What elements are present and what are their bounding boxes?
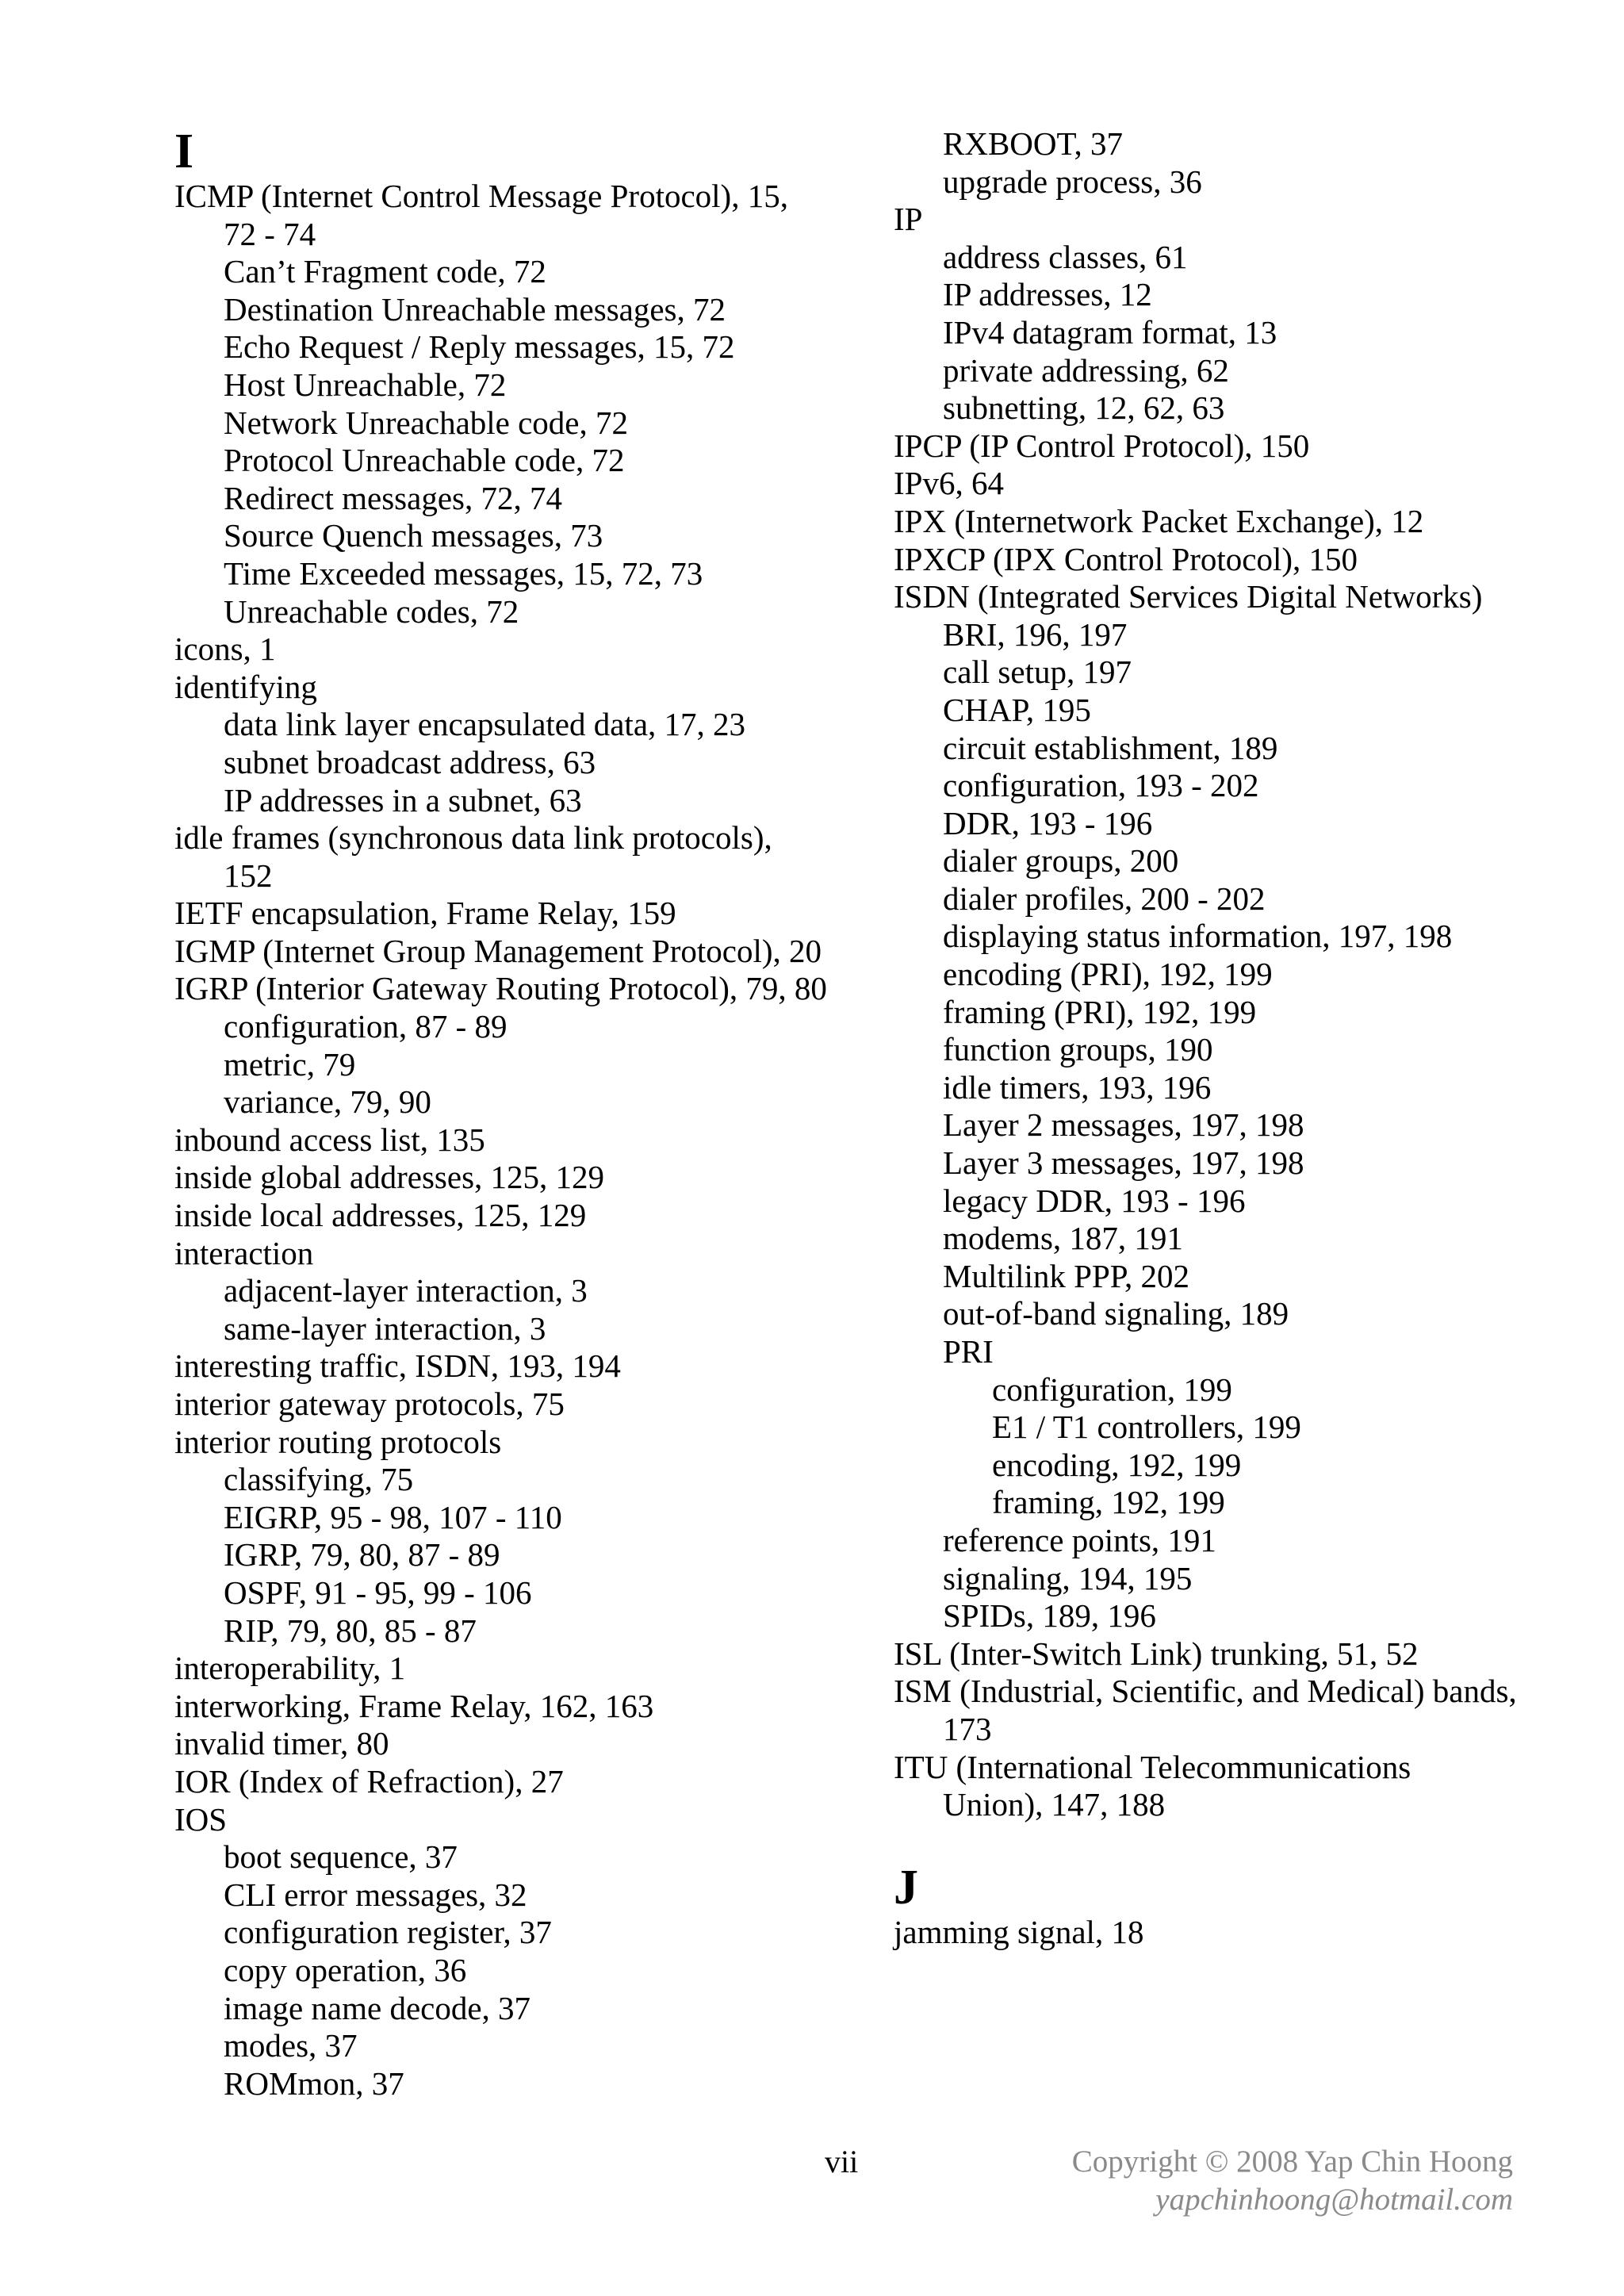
index-subentry: modems, 187, 191	[943, 1220, 1183, 1257]
index-subentry: Layer 3 messages, 197, 198	[943, 1144, 1304, 1182]
index-subentry: signaling, 194, 195	[943, 1559, 1193, 1596]
index-subentry: Layer 2 messages, 197, 198	[943, 1106, 1304, 1144]
index-subentry: encoding (PRI), 192, 199	[943, 956, 1273, 993]
footer-credits	[1072, 2143, 1513, 2219]
index-entry: idle frames (synchronous data link protocols),	[174, 819, 772, 857]
index-subentry: modes, 37	[224, 2027, 358, 2064]
index-entry: interaction	[174, 1234, 314, 1271]
index-subentry: E1 / T1 controllers, 199	[992, 1409, 1301, 1446]
index-entry: IPX (Internetwork Packet Exchange), 12	[894, 502, 1424, 539]
index-subentry: IP addresses in a subnet, 63	[224, 781, 582, 818]
index-entry: icons, 1	[174, 631, 276, 668]
index-subentry: Echo Request / Reply messages, 15, 72	[224, 328, 735, 366]
copyright-notice: Copyright © 2008 Yap Chin Hoong	[1071, 2145, 1513, 2179]
section-letter-heading: I	[174, 125, 194, 178]
index-entry: ISM (Industrial, Scientific, and Medical) bands,	[894, 1673, 1517, 1710]
index-entry: ITU (International Telecommunications	[894, 1748, 1411, 1785]
index-entry: identifying	[174, 668, 317, 705]
index-entry: ICMP (Internet Control Message Protocol), 15,	[174, 178, 788, 214]
index-subentry: Redirect messages, 72, 74	[224, 479, 562, 516]
index-entry: IETF encapsulation, Frame Relay, 159	[174, 895, 676, 932]
index-subentry: metric, 79	[224, 1045, 356, 1083]
index-subentry: Protocol Unreachable code, 72	[224, 442, 625, 479]
index-entry: IP	[894, 201, 923, 238]
index-subentry: adjacent-layer interaction, 3	[224, 1272, 588, 1309]
index-subentry: same-layer interaction, 3	[224, 1309, 546, 1347]
index-subentry: idle timers, 193, 196	[943, 1068, 1212, 1106]
index-subentry: framing, 192, 199	[992, 1484, 1225, 1521]
index-subentry: upgrade process, 36	[943, 163, 1202, 200]
index-subentry: copy operation, 36	[224, 1951, 467, 1988]
index-subentry: IP addresses, 12	[943, 276, 1152, 313]
index-subentry: IPv4 datagram format, 13	[943, 313, 1277, 351]
index-subentry: circuit establishment, 189	[943, 729, 1278, 766]
index-subentry: dialer profiles, 200 - 202	[943, 880, 1266, 917]
index-subentry: CHAP, 195	[943, 691, 1091, 728]
index-entry: IOS	[174, 1800, 228, 1838]
index-subentry: reference points, 191	[943, 1521, 1216, 1558]
index-subentry: encoding, 192, 199	[992, 1446, 1242, 1483]
index-subentry: subnet broadcast address, 63	[224, 743, 596, 780]
section-letter-heading: J	[894, 1861, 918, 1915]
index-entry: interoperability, 1	[174, 1650, 406, 1687]
index-entry: ISL (Inter-Switch Link) trunking, 51, 52	[894, 1635, 1419, 1672]
index-column-right	[894, 125, 1576, 1952]
index-subentry: OSPF, 91 - 95, 99 - 106	[224, 1573, 532, 1611]
author-email: yapchinhoong@hotmail.com	[1155, 2183, 1513, 2217]
index-subentry: configuration, 193 - 202	[943, 767, 1259, 804]
index-subentry: DDR, 193 - 196	[943, 804, 1153, 841]
index-subentry: address classes, 61	[943, 238, 1188, 275]
index-subentry: configuration register, 37	[224, 1914, 552, 1951]
index-entry: IGRP (Interior Gateway Routing Protocol), 79, 80	[174, 970, 827, 1007]
index-entry: interior routing protocols	[174, 1423, 502, 1460]
index-subentry: dialer groups, 200	[943, 842, 1179, 880]
index-entry: invalid timer, 80	[174, 1725, 389, 1762]
index-entry: IPXCP (IPX Control Protocol), 150	[894, 540, 1358, 577]
index-subentry: CLI error messages, 32	[224, 1876, 527, 1913]
index-subentry: Unreachable codes, 72	[224, 592, 519, 630]
index-entry: IPv6, 64	[894, 465, 1004, 502]
index-subentry: subnetting, 12, 62, 63	[943, 389, 1225, 427]
index-subentry: Destination Unreachable messages, 72	[224, 290, 726, 328]
index-entry: IGMP (Internet Group Management Protocol), 20	[174, 932, 822, 969]
index-subentry: IGRP, 79, 80, 87 - 89	[224, 1536, 500, 1573]
index-entry: ISDN (Integrated Services Digital Networks)	[894, 578, 1483, 615]
index-subentry: SPIDs, 189, 196	[943, 1597, 1156, 1635]
index-entry: jamming signal, 18	[894, 1914, 1144, 1951]
index-entry: interior gateway protocols, 75	[174, 1386, 565, 1422]
section-spacer	[894, 1824, 1576, 1862]
index-subentry: variance, 79, 90	[224, 1083, 431, 1121]
index-entry: inside global addresses, 125, 129	[174, 1159, 605, 1196]
page-number: vii	[825, 2144, 859, 2179]
index-entry: interesting traffic, ISDN, 193, 194	[174, 1347, 621, 1385]
index-column-left	[174, 125, 856, 2102]
index-entry: inside local addresses, 125, 129	[174, 1197, 587, 1234]
index-subentry: function groups, 190	[943, 1031, 1213, 1068]
index-subentry: classifying, 75	[224, 1461, 414, 1498]
index-entry: interworking, Frame Relay, 162, 163	[174, 1687, 654, 1724]
index-subentry: 173	[943, 1710, 992, 1747]
index-subentry: 72 - 74	[224, 215, 316, 252]
index-subentry: 152	[224, 857, 273, 894]
index-subentry: call setup, 197	[943, 654, 1132, 691]
index-subentry: data link layer encapsulated data, 17, 23	[224, 706, 746, 743]
index-subentry: Network Unreachable code, 72	[224, 404, 628, 441]
index-subentry: configuration, 199	[992, 1370, 1232, 1408]
index-subentry: image name decode, 37	[224, 1989, 531, 2026]
index-subentry: RXBOOT, 37	[943, 125, 1124, 162]
index-subentry: configuration, 87 - 89	[224, 1008, 508, 1045]
index-subentry: Multilink PPP, 202	[943, 1257, 1190, 1294]
index-subentry: displaying status information, 197, 198	[943, 918, 1453, 955]
index-subentry: Can’t Fragment code, 72	[224, 253, 546, 290]
index-subentry: Source Quench messages, 73	[224, 517, 603, 554]
index-entry: inbound access list, 135	[174, 1121, 485, 1158]
index-subentry: boot sequence, 37	[224, 1838, 458, 1876]
index-subentry: Time Exceeded messages, 15, 72, 73	[224, 554, 703, 592]
index-subentry: PRI	[943, 1333, 994, 1370]
index-subentry: Host Unreachable, 72	[224, 366, 507, 403]
index-subentry: ROMmon, 37	[224, 2064, 404, 2102]
index-subentry: BRI, 196, 197	[943, 615, 1128, 653]
index-entry: IPCP (IP Control Protocol), 150	[894, 427, 1310, 464]
index-subentry: Union), 147, 188	[943, 1786, 1166, 1823]
index-subentry: RIP, 79, 80, 85 - 87	[224, 1612, 477, 1649]
index-subentry: out-of-band signaling, 189	[943, 1295, 1289, 1332]
index-subentry: private addressing, 62	[943, 351, 1229, 389]
index-subentry: framing (PRI), 192, 199	[943, 993, 1257, 1030]
index-subentry: legacy DDR, 193 - 196	[943, 1182, 1246, 1219]
index-entry: IOR (Index of Refraction), 27	[174, 1762, 564, 1800]
index-subentry: EIGRP, 95 - 98, 107 - 110	[224, 1498, 562, 1535]
